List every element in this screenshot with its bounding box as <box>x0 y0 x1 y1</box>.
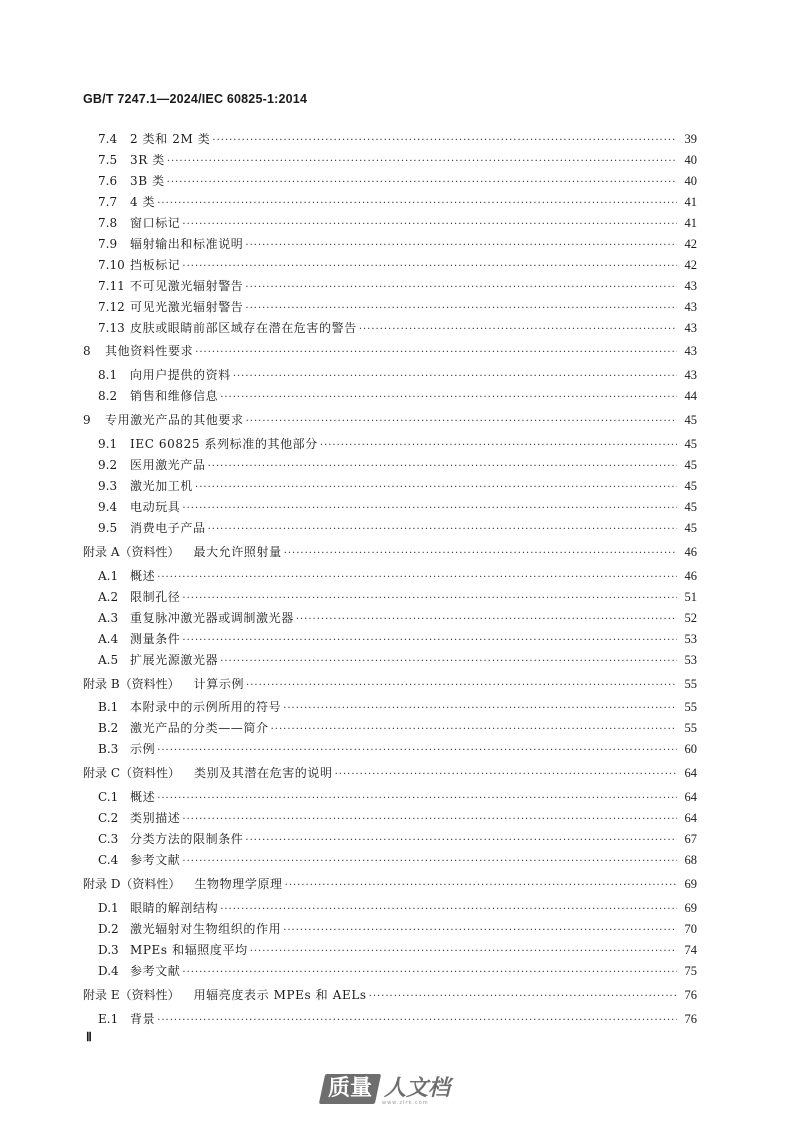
toc-entry-title: 不可见激光辐射警告 <box>130 279 244 293</box>
dot-leader <box>283 921 677 941</box>
toc-entry[interactable] <box>98 961 697 981</box>
toc-entry-number: 7.11 <box>98 279 125 293</box>
toc-entry-number: D.4 <box>98 964 119 978</box>
dot-leader <box>285 876 677 896</box>
toc-entry[interactable] <box>98 234 697 254</box>
toc-entry[interactable] <box>83 674 697 694</box>
toc-entry[interactable] <box>98 150 697 170</box>
page-number: Ⅱ <box>86 1030 92 1044</box>
toc-entry-number: B.3 <box>98 742 119 756</box>
toc-entry[interactable] <box>83 410 697 430</box>
dot-leader <box>167 173 677 193</box>
toc-entry-number: E.1 <box>98 1012 119 1026</box>
toc-entry-page: 75 <box>684 964 697 978</box>
toc-entry-title: 示例 <box>130 742 156 756</box>
toc-entry-title: 3R 类 <box>130 153 165 167</box>
toc-entry-title: 类别及其潜在危害的说明 <box>194 766 333 780</box>
toc-entry-page: 69 <box>684 877 697 891</box>
toc-entry-number: A.5 <box>98 653 119 667</box>
toc-entry-page: 45 <box>684 521 697 535</box>
toc-entry-number: D.3 <box>98 943 119 957</box>
toc-entry[interactable] <box>98 365 697 385</box>
toc-entry[interactable] <box>98 898 697 918</box>
toc-entry-page: 42 <box>684 237 697 251</box>
toc-entry-page: 46 <box>684 545 697 559</box>
toc-entry-title: 电动玩具 <box>130 500 181 514</box>
toc-entry-title: 医用激光产品 <box>130 458 206 472</box>
dot-leader <box>245 299 677 319</box>
toc-entry[interactable] <box>98 497 697 517</box>
toc-entry-title: 扩展光源激光器 <box>130 653 219 667</box>
dot-leader <box>182 589 677 609</box>
toc-entry-title: 概述 <box>130 790 156 804</box>
toc-entry[interactable] <box>83 341 697 361</box>
toc-entry-page: 68 <box>684 853 697 867</box>
toc-entry-title: 参考文献 <box>130 964 181 978</box>
toc-entry-number: 9.2 <box>98 458 118 472</box>
toc-entry[interactable] <box>98 697 697 717</box>
standard-code-header: GB/T 7247.1—2024/IEC 60825-1:2014 <box>83 92 308 106</box>
toc-entry-number: 附录 C（资料性） <box>83 766 180 780</box>
toc-entry-title: 类别描述 <box>130 811 181 825</box>
toc-entry[interactable] <box>98 455 697 475</box>
toc-entry[interactable] <box>83 763 697 783</box>
dot-leader <box>283 699 677 719</box>
dot-leader <box>245 831 677 851</box>
toc-entry-page: 45 <box>684 500 697 514</box>
toc-entry-number: 附录 A（资料性） <box>83 545 180 559</box>
toc-entry-title: 生物物理学原理 <box>194 877 283 891</box>
toc-entry[interactable] <box>98 434 697 454</box>
toc-entry-page: 64 <box>684 766 697 780</box>
toc-entry-page: 45 <box>684 458 697 472</box>
toc-entry-number: 7.5 <box>98 153 118 167</box>
toc-entry-number: 9.5 <box>98 521 118 535</box>
toc-entry-number: 7.10 <box>98 258 125 272</box>
toc-entry-number: 7.12 <box>98 300 125 314</box>
dot-leader <box>182 852 677 872</box>
toc-entry-page: 40 <box>684 174 697 188</box>
toc-entry[interactable] <box>83 985 697 1005</box>
dot-leader <box>157 741 677 761</box>
dot-leader <box>359 320 677 340</box>
toc-entry-number: 9.4 <box>98 500 118 514</box>
toc-entry[interactable] <box>98 1009 697 1029</box>
toc-entry-title: 本附录中的示例所用的符号 <box>130 700 282 714</box>
dot-leader <box>233 367 677 387</box>
dot-leader <box>157 789 677 809</box>
dot-leader <box>284 544 677 564</box>
toc-entry-title: 2 类和 2M 类 <box>130 132 211 146</box>
toc-entry[interactable] <box>98 192 697 212</box>
toc-entry-number: 附录 E（资料性） <box>83 988 180 1002</box>
toc-entry-number: 8.1 <box>98 368 118 382</box>
toc-entry-page: 53 <box>684 632 697 646</box>
toc-entry-page: 44 <box>684 389 697 403</box>
toc-entry-number: 7.7 <box>98 195 118 209</box>
toc-entry[interactable] <box>83 874 697 894</box>
toc-entry[interactable] <box>98 718 697 738</box>
dot-leader <box>245 236 677 256</box>
toc-entry[interactable] <box>98 297 697 317</box>
toc-entry-page: 60 <box>684 742 697 756</box>
toc-entry[interactable] <box>98 587 697 607</box>
toc-entry-page: 41 <box>684 216 697 230</box>
toc-entry-title: 背景 <box>130 1012 156 1026</box>
dot-leader <box>246 676 677 696</box>
toc-entry[interactable] <box>98 566 697 586</box>
toc-entry-page: 40 <box>684 153 697 167</box>
dot-leader <box>195 343 677 363</box>
toc-entry-number: A.1 <box>98 569 119 583</box>
dot-leader <box>195 478 677 498</box>
toc-entry-page: 39 <box>684 132 697 146</box>
toc-entry-title: 其他资料性要求 <box>105 344 194 358</box>
toc-entry-title: 测量条件 <box>130 632 181 646</box>
toc-entry-title: 专用激光产品的其他要求 <box>105 413 244 427</box>
toc-entry-title: 激光辐射对生物组织的作用 <box>130 922 282 936</box>
toc-entry-page: 43 <box>684 300 697 314</box>
toc-entry[interactable] <box>98 739 697 759</box>
dot-leader <box>157 1011 677 1031</box>
toc-entry-title: 窗口标记 <box>130 216 181 230</box>
toc-entry[interactable] <box>98 255 697 275</box>
toc-entry-number: 8.2 <box>98 389 118 403</box>
toc-entry[interactable] <box>98 276 697 296</box>
dot-leader <box>182 963 677 983</box>
toc-entry-page: 43 <box>684 344 697 358</box>
toc-entry[interactable] <box>98 318 697 338</box>
toc-entry-number: C.1 <box>98 790 119 804</box>
toc-entry-page: 45 <box>684 413 697 427</box>
toc-entry-page: 43 <box>684 279 697 293</box>
toc-entry-page: 69 <box>684 901 697 915</box>
toc-entry-page: 76 <box>684 988 697 1002</box>
dot-leader <box>335 765 677 785</box>
dot-leader <box>182 215 677 235</box>
toc-entry-page: 42 <box>684 258 697 272</box>
toc-entry-page: 55 <box>684 700 697 714</box>
toc-entry-page: 43 <box>684 321 697 335</box>
toc-entry-number: 7.6 <box>98 174 118 188</box>
dot-leader <box>220 652 677 672</box>
toc-entry-number: 9 <box>83 413 91 427</box>
toc-entry-title: 计算示例 <box>193 677 245 691</box>
toc-entry-number: D.2 <box>98 922 119 936</box>
toc-entry-page: 52 <box>684 611 697 625</box>
toc-entry[interactable] <box>83 542 697 562</box>
dot-leader <box>271 720 677 740</box>
toc-entry-number: B.1 <box>98 700 119 714</box>
toc-entry-title: 挡板标记 <box>130 258 181 272</box>
dot-leader <box>208 457 677 477</box>
toc-entry-page: 41 <box>684 195 697 209</box>
toc-entry[interactable] <box>98 808 697 828</box>
dot-leader <box>157 194 677 214</box>
toc-entry-title: 重复脉冲激光器或调制激光器 <box>130 611 294 625</box>
toc-entry-page: 45 <box>684 437 697 451</box>
toc-entry-title: 向用户提供的资料 <box>130 368 231 382</box>
toc-entry-number: C.3 <box>98 832 119 846</box>
toc-entry-page: 67 <box>684 832 697 846</box>
toc-entry-title: IEC 60825 系列标准的其他部分 <box>130 437 318 451</box>
toc-entry[interactable] <box>98 476 697 496</box>
toc-entry[interactable] <box>98 213 697 233</box>
toc-entry-title: 分类方法的限制条件 <box>130 832 244 846</box>
dot-leader <box>220 900 677 920</box>
dot-leader <box>182 257 677 277</box>
toc-entry-title: 皮肤或眼睛前部区域存在潜在危害的警告 <box>130 321 357 335</box>
toc-entry[interactable] <box>98 850 697 870</box>
toc-entry-title: MPEs 和辐照度平均 <box>130 943 248 957</box>
dot-leader <box>245 278 677 298</box>
toc-entry-number: A.3 <box>98 611 119 625</box>
dot-leader <box>167 152 677 172</box>
toc-entry-number: 7.9 <box>98 237 118 251</box>
toc-entry-number: 9.3 <box>98 479 118 493</box>
toc-entry-page: 46 <box>684 569 697 583</box>
toc-entry-page: 51 <box>684 590 697 604</box>
toc-entry-page: 43 <box>684 368 697 382</box>
toc-entry-title: 消费电子产品 <box>130 521 206 535</box>
toc-entry[interactable] <box>98 518 697 538</box>
toc-entry-number: 7.4 <box>98 132 118 146</box>
toc-entry[interactable] <box>98 940 697 960</box>
dot-leader <box>369 987 677 1007</box>
toc-entry-number: C.2 <box>98 811 119 825</box>
toc-entry-page: 70 <box>684 922 697 936</box>
toc-entry-title: 参考文献 <box>130 853 181 867</box>
toc-entry-title: 3B 类 <box>130 174 165 188</box>
toc-entry-title: 眼睛的解剖结构 <box>130 901 219 915</box>
toc-entry-number: A.2 <box>98 590 119 604</box>
dot-leader <box>296 610 677 630</box>
dot-leader <box>320 436 677 456</box>
dot-leader <box>182 810 677 830</box>
toc-entry[interactable] <box>98 608 697 628</box>
dot-leader <box>220 388 677 408</box>
toc-entry-title: 用辐亮度表示 MPEs 和 AELs <box>193 988 367 1002</box>
toc-entry-page: 53 <box>684 653 697 667</box>
toc-entry-page: 45 <box>684 479 697 493</box>
toc-entry-page: 55 <box>684 721 697 735</box>
toc-entry[interactable] <box>98 829 697 849</box>
toc-entry-page: 64 <box>684 790 697 804</box>
toc-entry-title: 辐射输出和标准说明 <box>130 237 244 251</box>
toc-entry-number: 7.8 <box>98 216 118 230</box>
watermark-logo: 质量 人文档 www.zlrk.com <box>322 1072 472 1108</box>
toc-entry-number: 7.13 <box>98 321 125 335</box>
toc-entry-number: 附录 D（资料性） <box>83 877 181 891</box>
toc-entry-title: 概述 <box>130 569 156 583</box>
dot-leader <box>208 520 677 540</box>
dot-leader <box>157 568 677 588</box>
toc-entry[interactable] <box>98 171 697 191</box>
toc-entry[interactable] <box>98 919 697 939</box>
toc-entry[interactable] <box>98 787 697 807</box>
toc-entry-page: 64 <box>684 811 697 825</box>
dot-leader <box>250 942 677 962</box>
toc-entry[interactable] <box>98 386 697 406</box>
toc-entry-title: 销售和维修信息 <box>130 389 219 403</box>
toc-entry[interactable] <box>98 629 697 649</box>
toc-entry-page: 74 <box>684 943 697 957</box>
toc-entry-title: 激光加工机 <box>130 479 194 493</box>
toc-entry-page: 76 <box>684 1012 697 1026</box>
dot-leader <box>212 131 677 151</box>
toc-entry-title: 最大允许照射量 <box>193 545 282 559</box>
toc-entry-number: A.4 <box>98 632 119 646</box>
toc-entry-page: 55 <box>684 677 697 691</box>
dot-leader <box>182 631 677 651</box>
dot-leader <box>246 412 677 432</box>
toc-entry-title: 4 类 <box>130 195 156 209</box>
toc-entry-title: 限制孔径 <box>130 590 181 604</box>
dot-leader <box>182 499 677 519</box>
toc-entry-number: D.1 <box>98 901 119 915</box>
toc-entry-number: 附录 B（资料性） <box>83 677 180 691</box>
toc-entry-title: 可见光激光辐射警告 <box>130 300 244 314</box>
toc-entry[interactable] <box>98 129 697 149</box>
toc-entry[interactable] <box>98 650 697 670</box>
toc-entry-number: C.4 <box>98 853 119 867</box>
toc-entry-title: 激光产品的分类——简介 <box>130 721 269 735</box>
toc-entry-number: 9.1 <box>98 437 118 451</box>
toc-entry-number: 8 <box>83 344 91 358</box>
toc-entry-number: B.2 <box>98 721 119 735</box>
